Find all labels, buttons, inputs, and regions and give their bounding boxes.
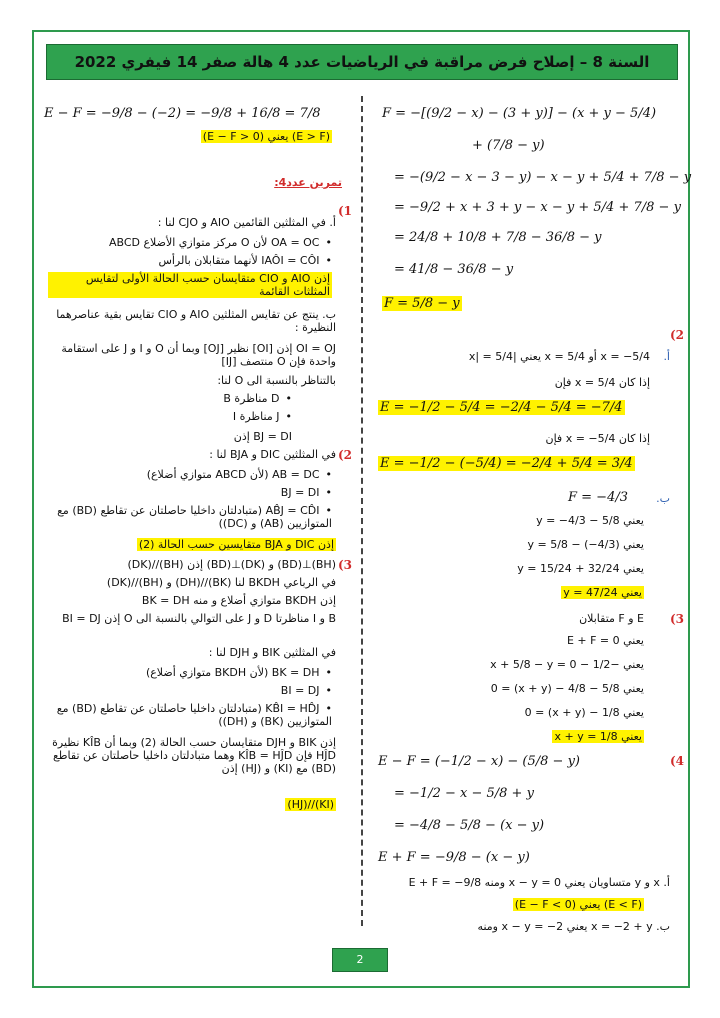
part-a-label: أ. (663, 350, 670, 363)
text-1a: أ. في المثلثين القائمين AIO و CJO لنا : (157, 216, 336, 229)
bullet-bi: • BI = DJ (281, 684, 332, 697)
text-2: في المثلثين DIC و BJA لنا : (209, 448, 336, 461)
eq-3-3: يعني −1/2 − x + 5/8 − y = 0 (490, 658, 644, 671)
exercise-heading: تمرين عدد4: (274, 176, 342, 189)
page-title: السنة 8 – إصلاح فرض مراقبة في الرياضيات عدد 4 هالة صفر 14 فيفري 2022 (46, 44, 678, 80)
eq-3-result: يعني x + y = 1/8 (554, 730, 642, 743)
bullet-oa: • OA = OC لأن O مركز متوازي الأضلاع ABCD (109, 236, 332, 249)
eq-f-6: = 41/8 − 36/8 − y (394, 262, 514, 277)
eq-b-2: يعني 5/8 − y = −4/3 (536, 514, 644, 527)
eq-4-2: = −1/2 − x − 5/8 + y (394, 786, 534, 801)
bullet-bk: • BK = DH (لأن BKDH متوازي أضلاع) (146, 666, 332, 679)
eq-4-5: أ. x و y متساويان يعني x − y = 0 ومنه E + F = −9/8 (408, 876, 670, 889)
item-1: (1 (337, 204, 352, 218)
page-number: 2 (332, 948, 388, 972)
conclusion-2: إذن DIC و BJA متقايسين حسب الحالة (2) (138, 538, 334, 551)
eq-3-4: يعني 5/8 − 4/8 − (x + y) = 0 (490, 682, 644, 695)
eq-e-1: E = −1/2 − 5/4 = −2/4 − 5/4 = −7/4 (380, 400, 623, 415)
eq-ef-conclusion: (E > F) يعني (E − F > 0) (202, 130, 330, 143)
eq-f-3: = −(9/2 − x − 3 − y) − x − y + 5/4 + 7/8 − y (394, 170, 692, 185)
eq-4-4: E + F = −9/8 − (x − y) (378, 850, 530, 865)
text-3-6: إذن BIK و DJH متقايسان حسب الحالة (2) وبما أن KÎB نظيرة HĴD فإن KÎB = HĴD وهما متبادلتان داخليا حاصلتان عن تقاطع (BD) مع (KI) و (HJ) إذن (52, 736, 336, 775)
item-4: (4 (669, 754, 684, 768)
bullet-kbi: • KB̂I = HD̂J (متبادلتان داخليا حاصلتان عن تقاطع (BD) مع المتوازيين (BK) و (DH)) (42, 702, 332, 728)
eq-f-result: F = 5/8 − y (384, 296, 460, 311)
eq-b-result: يعني y = 47/24 (563, 586, 642, 599)
eq-4-3: = −4/8 − 5/8 − (x − y) (394, 818, 545, 833)
eq-4-7: ب. x = −2 + y يعني x − y = −2 ومنه (477, 920, 670, 933)
column-divider (361, 96, 363, 926)
abs-eq: x = −5/4 أو x = 5/4 يعني |x| = 5/4 (468, 350, 650, 363)
item-3: (3 (669, 612, 684, 626)
bullet-bj: • BJ = DI (281, 486, 332, 499)
text-bj-di: BJ = DI إذن (233, 430, 292, 443)
eq-f-4: = −9/2 + x + 3 + y − x − y + 5/4 + 7/8 − y (394, 200, 681, 215)
eq-3-5: يعني 1/8 − (x + y) = 0 (524, 706, 644, 719)
text-3-3: إذن BKDH متوازي أضلاع و منه BK = DH (141, 594, 336, 607)
text-1b-3: بالتناظر بالنسبة الى O لنا: (217, 374, 336, 387)
eq-b-4: يعني y = 15/24 + 32/24 (517, 562, 644, 575)
eq-3-1: E و F متقابلان (579, 612, 644, 625)
eq-f-5: = 24/8 + 10/8 + 7/8 − 36/8 − y (394, 230, 602, 245)
case-1: إذا كان x = 5/4 فإن (554, 376, 650, 389)
eq-f-2: + (7/8 − y) (472, 138, 545, 153)
text-3-2: في الرباعي BKDH لنا (BK)//(DH) و (BH)//(DK) (106, 576, 336, 589)
bullet-abj: • AB̂J = CD̂I (متبادلتان داخليا حاصلتان عن تقاطع (BD) مع المتوازيين (AB) و (DC)) (42, 504, 332, 530)
eq-f-1: F = −[(9/2 − x) − (3 + y)] − (x + y − 5/4) (382, 106, 657, 121)
bullet-d: • D مناظرة B (223, 392, 292, 405)
conclusion-3: (KI)//(HJ) (287, 798, 334, 811)
bullet-ab: • AB = DC (لأن ABCD متوازي أضلاع) (147, 468, 332, 481)
eq-4-1: E − F = (−1/2 − x) − (5/8 − y) (378, 754, 580, 769)
text-3-1: (BH)⊥(BD) و (DK)⊥(BD) إذن (BH)//(DK) (127, 558, 336, 571)
eq-e-2: E = −1/2 − (−5/4) = −2/4 + 5/4 = 3/4 (380, 456, 633, 471)
part-b-label: ب. (656, 492, 670, 505)
item-2-left: (2 (337, 448, 352, 462)
bullet-angle: • IAÔI = CÔI لأنهما متقابلان بالرأس (158, 254, 332, 267)
eq-b-3: يعني y = 5/8 − (−4/3) (527, 538, 644, 551)
text-1b: ب. ينتج عن تقايس المثلثين AIO و CIO تقايس بقية عناصرهما النظيرة : (56, 308, 336, 334)
item-2: (2 (669, 328, 684, 342)
case-2: إذا كان x = −5/4 فإن (545, 432, 650, 445)
item-3-left: (3 (337, 558, 352, 572)
conclusion-1a: إذن AIO و CIO متقايسان حسب الحالة الأولى لتقايس المثلثات القائمة (48, 272, 332, 298)
text-3-5: في المثلثين BIK و DJH لنا : (208, 646, 336, 659)
eq-b-1: F = −4/3 (568, 490, 628, 505)
bullet-j: • J مناظرة I (233, 410, 292, 423)
eq-ef: E − F = −9/8 − (−2) = −9/8 + 16/8 = 7/8 (44, 106, 321, 121)
eq-3-2: يعني E + F = 0 (566, 634, 644, 647)
text-3-4: B و I مناظرتا D و J على التوالي بالنسبة الى O إذن BI = DJ (62, 612, 336, 625)
eq-4-6: (E < F) يعني (E − F < 0) (514, 898, 642, 911)
text-1b-2: OI = OJ إذن [OI] نظير [OJ] وبما أن O و I و J على استقامة واحدة فإن O منتصف [IJ] (61, 342, 336, 368)
